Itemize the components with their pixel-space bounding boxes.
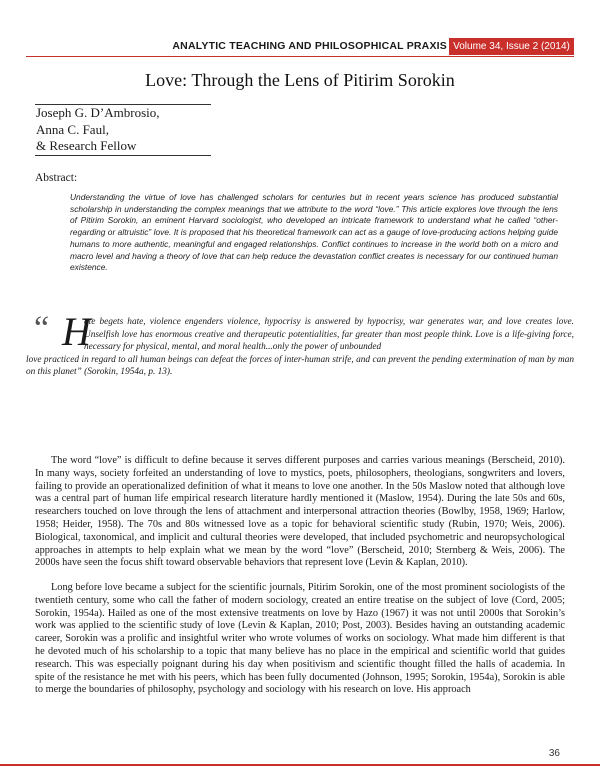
quote-text-full: love practiced in regard to all human beings can defeat the forces of inter-human strife, and can prevent the pending extermination of man by man on this planet” (Sorokin, 1954a, p. 13).	[26, 354, 574, 378]
author-name: Anna C. Faul,	[36, 121, 109, 137]
abstract-label: Abstract:	[35, 172, 78, 184]
volume-issue-badge: Volume 34, Issue 2 (2014)	[449, 38, 574, 55]
journal-name: ANALYTIC TEACHING AND PHILOSOPHICAL PRAXIS	[172, 40, 447, 52]
footer-rule	[0, 764, 600, 766]
author-name: & Research Fellow	[36, 138, 137, 153]
author-block	[35, 104, 211, 156]
author-name: Joseph G. D’Ambrosio,	[36, 105, 160, 120]
running-header	[0, 38, 600, 56]
quote-mark: “	[34, 310, 50, 347]
drop-cap: H	[62, 309, 91, 354]
body-paragraph: The word “love” is difficult to define because it serves different purposes and carries various meanings (Berscheid, 2010). In many ways, society forfeited an understanding of love to mystics, poets, philosophers, theologians, songwriters and lovers, failing to provide an operationalized definition of what it means to love one another. In the 50s Maslow noted that although love was a central part of human life empirical research literature hardly mentioned it (Maslow, 1954). During the late 50s and 60s, researchers touched on love through the lens of attachment and interpersonal attraction theories (Bowlby, 1958, 1969; Harlow, 1958; Heider, 1958). The 70s and 80s witnessed love as a topic for behavioral scientific study (Rubin, 1970; Weis, 2006). Biological, taxonomical, and implicit and cultural theories were developed, that included psychometric and neuropsychological approaches in attempts to help explain what we mean by the word “love” (Berscheid, 2010; Sternberg & Weis, 2006). The 2000s have seen the focus shift toward observable behaviors that represent love (Levin & Kaplan, 2010).	[35, 455, 565, 569]
article-title: Love: Through the Lens of Pitirim Sorokin	[145, 70, 455, 90]
author-rule-bottom	[35, 155, 211, 156]
abstract-text: Understanding the virtue of love has challenged scholars for centuries but in recent years science has produced substantial scholarship in understanding the complex meanings that we attribute to the word “love.” This article explores love through the lens of Pitirim Sorokin, an eminent Harvard sociologist, who developed an intricate framework to understand what he called “other-regarding or altruistic” love. It is proposed that his theoretical framework can act as a gauge of love-producing actions helping guide humans to more authentic, meaningful and engaged relationships. Conflict continues to increase in the world both on a micro and macro level and having a theory of love that can help reduce the devastation conflict creates is necessary for our continued human existence.	[70, 192, 558, 273]
epigraph-quote	[26, 309, 574, 379]
header-rule	[26, 56, 574, 57]
quote-text	[26, 316, 574, 379]
quote-text-inset: ate begets hate, violence engenders violence, hypocrisy is answered by hypocrisy, war generates war, and love creates love. Unselfish love has enormous creative and therapeutic potentialities, far greater than most people think. Love is a life-giving force, necessary for physical, mental, and moral health...only the power of unbounded	[84, 317, 574, 353]
page-number: 36	[548, 748, 560, 759]
body-paragraph: Long before love became a subject for the scientific journals, Pitirim Sorokin, one of the most prominent sociologists of the twentieth century, some who call the father of modern sociology, created an entire treatise on the subject of love (Cord, 2005; Sorokin, 1954a). Hailed as one of the most extensive treatments on love by Hazo (1967) it was not until 2000s that Sorokin’s work was applied to the scientific study of love (Levin & Kaplan, 2010; Post, 2003). Besides having an outstanding academic career, Sorokin was a prolific and insightful writer who wrote volumes of works on sociology. What made him different is that he devoted much of his scholarship to a topic that many believe has no place in the empirical and scientific world that guides research. This was especially poignant during his day when positivism and scientific thought filled the halls of academia. In spite of the resistance he met with his peers, which has been fully documented (Johnson, 1995; Sorokin, 1954a), Sorokin is able to merge the boundaries of philosophy, psychology and sociology with his research on love. His approach	[35, 582, 565, 696]
